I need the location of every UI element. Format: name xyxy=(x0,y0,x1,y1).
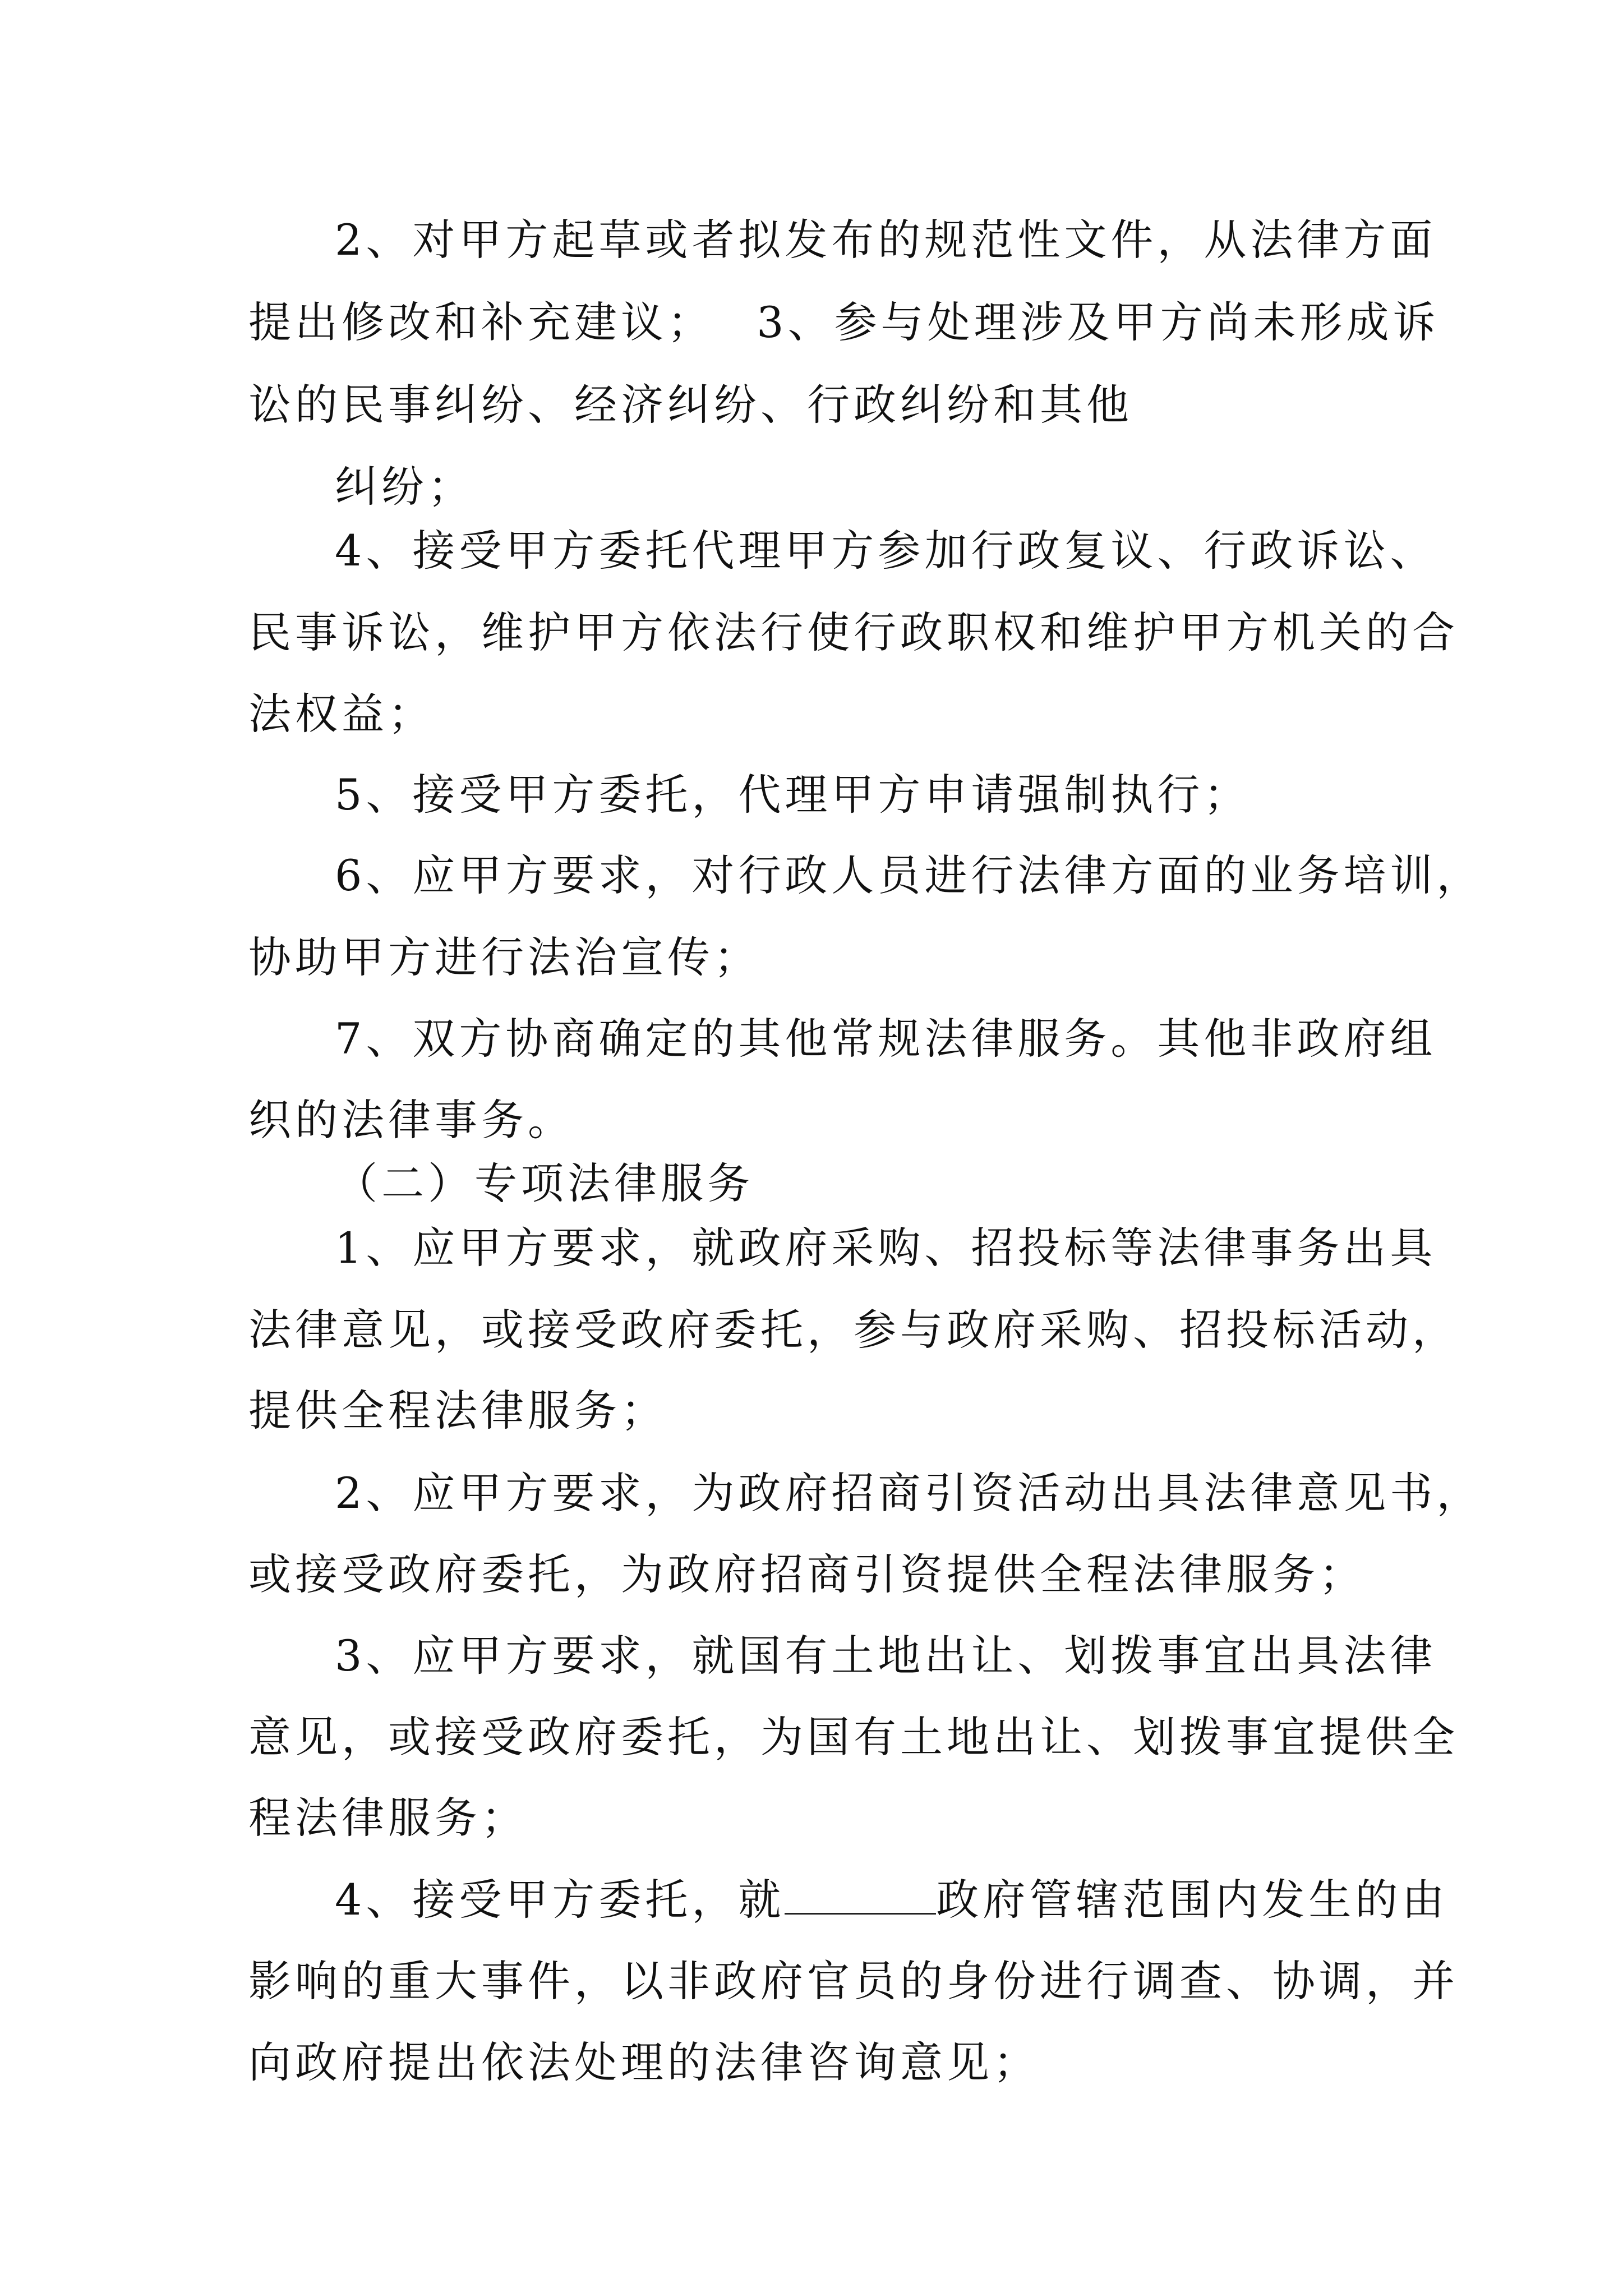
paragraph-8-line-3: 提供全程法律服务； xyxy=(248,1386,667,1435)
paragraph-9-line-1: 2、应甲方要求，为政府招商引资活动出具法律意见书， xyxy=(335,1468,1483,1518)
paragraph-9-line-2: 或接受政府委托，为政府招商引资提供全程法律服务； xyxy=(248,1549,1366,1599)
paragraph-2-line-1: 纠纷； xyxy=(335,462,474,512)
paragraph-10-line-3: 程法律服务； xyxy=(248,1793,528,1843)
paragraph-8-line-2: 法律意见，或接受政府委托，参与政府采购、招投标活动， xyxy=(248,1305,1459,1355)
paragraph-6-line-2: 织的法律事务。 xyxy=(248,1095,574,1145)
paragraph-3-line-3: 法权益； xyxy=(248,689,435,739)
paragraph-5-line-2: 协助甲方进行法治宣传； xyxy=(248,932,760,982)
paragraph-11-line-1-end: 政府管辖范围内发生的由 xyxy=(936,1875,1449,1925)
paragraph-6-line-1: 7、双方协商确定的其他常规法律服务。其他非政府组 xyxy=(335,1014,1437,1064)
paragraph-10-line-1: 3、应甲方要求，就国有土地出让、划拨事宜出具法律 xyxy=(335,1631,1437,1681)
paragraph-10-line-2: 意见，或接受政府委托，为国有土地出让、划拨事宜提供全 xyxy=(248,1712,1459,1762)
paragraph-11-line-1 xyxy=(335,1872,1448,1928)
paragraph-1-line-2: 提出修改和补充建议； 3、参与处理涉及甲方尚未形成诉 xyxy=(248,297,1440,347)
fill-in-blank xyxy=(785,1874,936,1915)
paragraph-4-line-1: 5、接受甲方委托，代理甲方申请强制执行； xyxy=(335,770,1251,820)
paragraph-3-line-1: 4、接受甲方委托代理甲方参加行政复议、行政诉讼、 xyxy=(335,526,1437,576)
paragraph-11-line-1-start: 4、接受甲方委托，就 xyxy=(335,1875,785,1925)
paragraph-1-line-1: 2、对甲方起草或者拟发布的规范性文件，从法律方面 xyxy=(335,215,1437,265)
paragraph-8-line-1: 1、应甲方要求，就政府采购、招投标等法律事务出具 xyxy=(335,1223,1437,1273)
paragraph-11-line-3: 向政府提出依法处理的法律咨询意见； xyxy=(248,2037,1040,2087)
section-heading: （二）专项法律服务 xyxy=(335,1158,754,1208)
paragraph-3-line-2: 民事诉讼，维护甲方依法行使行政职权和维护甲方机关的合 xyxy=(248,608,1459,657)
paragraph-11-line-2: 影响的重大事件，以非政府官员的身份进行调查、协调，并 xyxy=(248,1956,1459,2006)
paragraph-1-line-3: 讼的民事纠纷、经济纠纷、行政纠纷和其他 xyxy=(248,380,1133,430)
paragraph-5-line-1: 6、应甲方要求，对行政人员进行法律方面的业务培训， xyxy=(335,850,1483,900)
